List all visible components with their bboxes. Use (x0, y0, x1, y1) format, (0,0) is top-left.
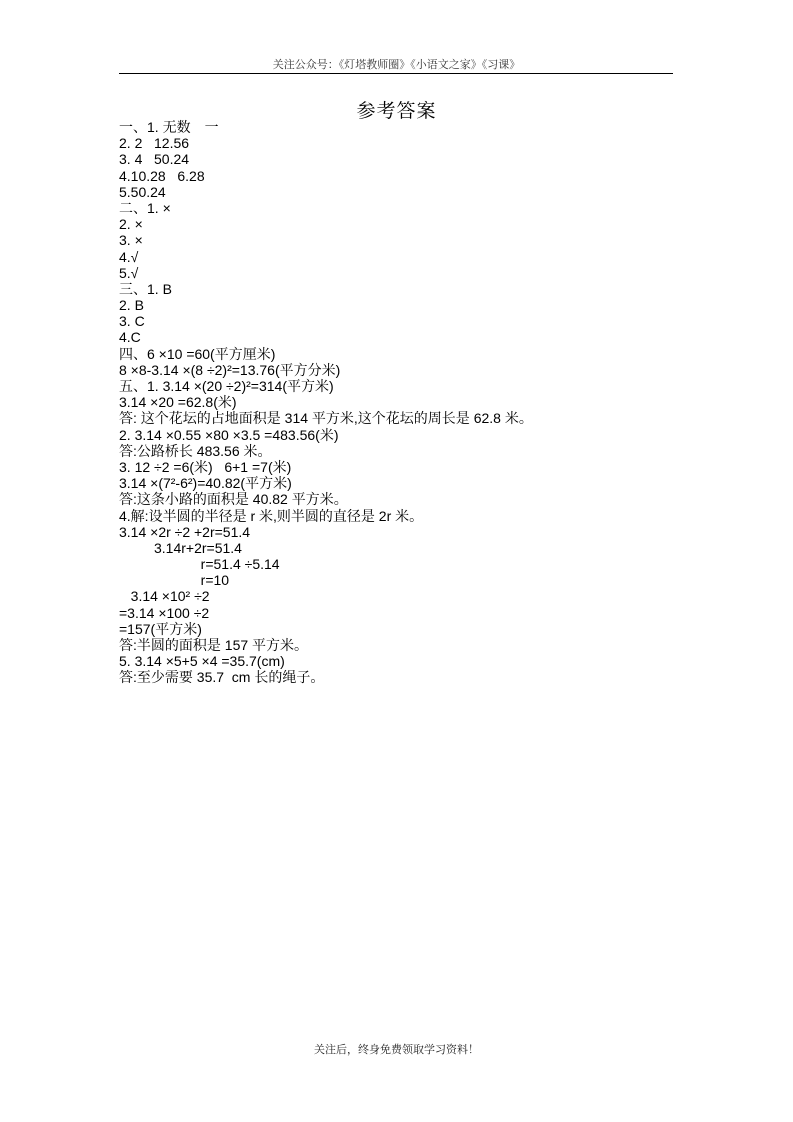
answer-line: 3. C (119, 313, 145, 330)
answer-line: 3.14 ×20 =62.8(米) (119, 394, 237, 411)
answer-line: 4.C (119, 329, 141, 346)
answer-line: 8 ×8-3.14 ×(8 ÷2)²=13.76(平方分米) (119, 361, 341, 378)
answer-body (119, 119, 679, 686)
answer-line: 一、1. 无数 一 (119, 119, 219, 135)
page-title: 参考答案 (356, 100, 437, 122)
answer-line: 3.14 ×2r ÷2 +2r=51.4 (119, 523, 251, 540)
answer-line: 3.14 ×10² ÷2 (119, 588, 210, 605)
answer-line: 3. 12 ÷2 =6(米) 6+1 =7(米) (119, 458, 292, 475)
answer-line: 四、6 ×10 =60(平方厘米) (119, 345, 276, 362)
answer-line: =3.14 ×100 ÷2 (119, 604, 210, 621)
answer-line: 2. B (119, 297, 144, 314)
answer-line: 4.10.28 6.28 (119, 167, 205, 184)
answer-line: 答:半圆的面积是 157 平方米。 (119, 637, 309, 653)
page-footer: 关注后，终身免费领取学习资料！ (314, 1043, 479, 1056)
answer-line: =157(平方米) (119, 620, 202, 637)
answer-line: 4.√ (119, 248, 139, 265)
answer-line: 答:这条小路的面积是 40.82 平方米。 (119, 491, 348, 508)
answer-line: 3. 4 50.24 (119, 151, 190, 168)
answer-line: r=10 (119, 572, 230, 589)
answer-line: 五、1. 3.14 ×(20 ÷2)²=314(平方米) (119, 378, 334, 394)
answer-line: 5.50.24 (119, 183, 166, 200)
answer-line: 2. 3.14 ×0.55 ×80 ×3.5 =483.56(米) (119, 426, 339, 443)
answer-line: 答:公路桥长 483.56 米。 (119, 442, 272, 459)
answer-line: 3.14 ×(7²-6²)=40.82(平方米) (119, 475, 292, 492)
answer-line: 5.√ (119, 264, 139, 281)
answer-line: 二、1. × (119, 199, 171, 216)
answer-line: 2. × (119, 216, 143, 233)
answer-line: 3.14r+2r=51.4 (119, 539, 242, 556)
answer-line: 答: 这个花坛的占地面积是 314 平方米,这个花坛的周长是 62.8 米。 (119, 410, 533, 427)
page-header: 关注公众号：《灯塔教师圈》《小语文之家》《习课》 (272, 58, 521, 71)
answer-line: r=51.4 ÷5.14 (119, 556, 280, 573)
answer-line: 3. × (119, 232, 143, 249)
answer-line: 4.解:设半圆的半径是 r 米,则半圆的直径是 2r 米。 (119, 507, 424, 524)
answer-line: 5. 3.14 ×5+5 ×4 =35.7(cm) (119, 653, 285, 670)
answer-line: 2. 2 12.56 (119, 135, 190, 152)
header-divider (119, 73, 673, 74)
answer-line: 答:至少需要 35.7 cm 长的绳子。 (119, 669, 325, 686)
answer-line: 三、1. B (119, 280, 172, 297)
